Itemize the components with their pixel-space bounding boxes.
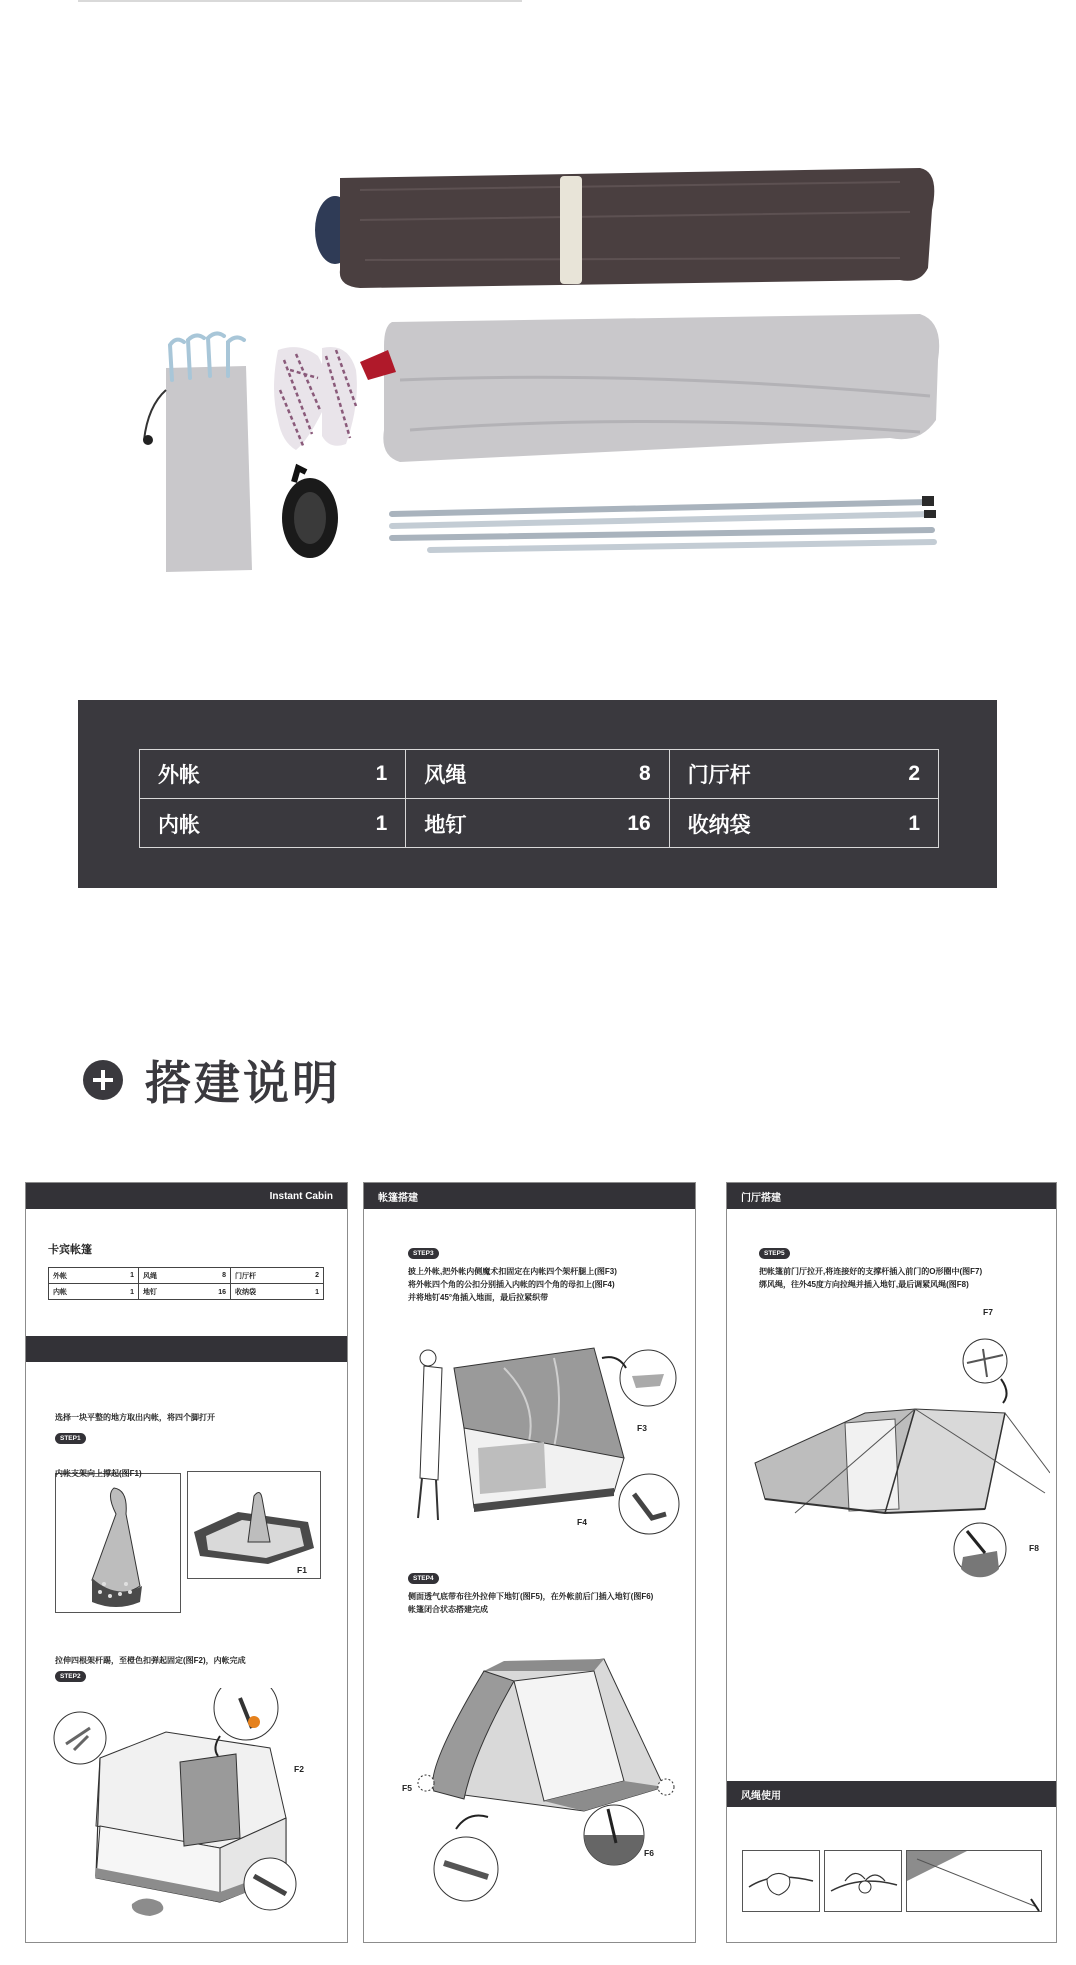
- section-heading: [83, 1050, 341, 1110]
- part-name: 外帐: [158, 764, 200, 787]
- part-qty: 1: [375, 811, 388, 835]
- card-divider-bar: [26, 1336, 347, 1362]
- step3-line: 披上外帐,把外帐内侧魔术扣固定在内帐四个架杆腿上(图F3): [408, 1267, 617, 1276]
- table-cell: [49, 1268, 139, 1283]
- card-header: [364, 1183, 695, 1209]
- part-qty: 16: [627, 811, 651, 835]
- table-cell: [140, 750, 406, 798]
- card-header-label: Instant Cabin: [269, 1190, 333, 1202]
- table-cell: [139, 1284, 231, 1300]
- step1-caption: 内帐支架向上撑起(图F1): [55, 1469, 142, 1478]
- part-name: 风绳: [424, 764, 467, 787]
- table-cell: [139, 1268, 231, 1283]
- closed-tent-illustration: [394, 1631, 684, 1931]
- figure-frame: [824, 1850, 902, 1912]
- inner-tent-frame-illustration: [40, 1688, 340, 1938]
- table-cell: [49, 1284, 139, 1300]
- part-qty: 2: [315, 1272, 319, 1279]
- step-badge: STEP4: [408, 1573, 439, 1584]
- part-qty: 2: [908, 762, 920, 785]
- guy-rope-bundle-image: [274, 347, 357, 450]
- table-cell: [406, 750, 669, 798]
- card-header: [727, 1183, 1056, 1209]
- card-header-label: 帐篷搭建: [378, 1192, 418, 1204]
- instruction-card-3: [726, 1182, 1057, 1943]
- part-qty: 1: [315, 1288, 319, 1296]
- parts-list-panel: [78, 700, 997, 888]
- table-row: [49, 1284, 323, 1300]
- figure-label: F3: [637, 1423, 647, 1433]
- card-header-label: 门厅搭建: [741, 1192, 781, 1204]
- outer-tent-roll-image: [315, 168, 934, 288]
- figure-label: F5: [402, 1783, 412, 1793]
- part-qty: 8: [638, 762, 651, 785]
- part-name: 外帐: [53, 1272, 67, 1280]
- figure-label: F6: [644, 1848, 654, 1858]
- table-cell: [406, 799, 669, 848]
- part-name: 收纳袋: [235, 1289, 256, 1296]
- plus-circle-icon: [83, 1060, 123, 1100]
- part-name: 内帐: [53, 1289, 67, 1296]
- inner-tent-raise-illustration: [56, 1474, 182, 1614]
- part-name: 地钉: [143, 1289, 157, 1296]
- table-row: [140, 799, 938, 848]
- step5-line: 把帐篷前门厅拉开,将连接好的支撑杆插入前门的O形圈中(图F7): [759, 1267, 983, 1276]
- part-qty: 1: [908, 811, 920, 835]
- inner-tent-roll-image: [360, 314, 939, 462]
- part-qty: 1: [375, 762, 388, 785]
- table-cell: [670, 750, 938, 798]
- rope-tie-step-1-illustration: [743, 1851, 821, 1913]
- card-header-label: 风绳使用: [741, 1790, 781, 1802]
- part-name: 门厅杆: [235, 1272, 256, 1280]
- part-name: 收纳袋: [687, 813, 751, 837]
- table-cell: [140, 799, 406, 848]
- step2-caption: 拉伸四根架杆踢，至橙色扣弹起固定(图F2)，内帐完成: [55, 1656, 246, 1665]
- part-name: 门厅杆: [687, 764, 751, 787]
- rope-tie-step-2-illustration: [825, 1851, 903, 1913]
- step-badge: STEP5: [759, 1248, 790, 1259]
- figure-label: F8: [1029, 1543, 1039, 1553]
- table-row: [49, 1268, 323, 1284]
- intro-text: 选择一块平整的地方取出内帐，将四个脚打开: [55, 1413, 215, 1422]
- part-name: 风绳: [143, 1272, 157, 1280]
- table-cell: [231, 1284, 323, 1300]
- part-qty: 16: [218, 1288, 226, 1296]
- step5-line: 绑风绳，往外45度方向拉绳并插入地钉,最后调紧风绳(图F8): [759, 1280, 969, 1289]
- section-title: 搭建说明: [145, 1057, 341, 1109]
- vestibule-poles-image: [392, 496, 936, 550]
- step4-line: 侧面透气底带布往外拉伸下地钉(图F5)，在外帐前后门插入地钉(图F6): [408, 1592, 654, 1601]
- stake-bag-image: [143, 333, 252, 572]
- parts-table: [139, 749, 939, 848]
- figure-frame: [187, 1471, 321, 1579]
- figure-frame: [906, 1850, 1042, 1912]
- vestibule-setup-illustration: [735, 1313, 1050, 1583]
- step-badge: STEP1: [55, 1433, 86, 1444]
- step-badge: STEP3: [408, 1248, 439, 1259]
- step3-line: 并将地钉45°角插入地面，最后拉紧织带: [408, 1293, 549, 1302]
- figure-label: F2: [294, 1764, 304, 1774]
- card-header: [727, 1781, 1056, 1807]
- inner-tent-folded-illustration: [188, 1472, 322, 1580]
- figure-label: F4: [577, 1517, 587, 1527]
- outer-fly-install-illustration: [404, 1328, 694, 1558]
- tension-strap-image: [282, 468, 338, 558]
- table-cell: [670, 799, 938, 848]
- part-qty: 8: [222, 1272, 226, 1279]
- figure-frame: [55, 1473, 181, 1613]
- step4-line: 帐篷闭合状态搭建完成: [408, 1605, 488, 1614]
- card-header: [26, 1183, 347, 1209]
- figure-label: F7: [983, 1307, 993, 1317]
- product-name: 卡宾帐篷: [48, 1244, 92, 1256]
- part-qty: 1: [130, 1288, 134, 1296]
- mini-parts-table: [48, 1267, 324, 1300]
- step3-line: 将外帐四个角的公扣分别插入内帐的四个角的母扣上(图F4): [408, 1280, 615, 1289]
- figure-frame: [742, 1850, 820, 1912]
- table-row: [140, 750, 938, 799]
- part-name: 地钉: [424, 813, 467, 837]
- rope-anchor-illustration: [907, 1851, 1043, 1913]
- part-name: 内帐: [158, 813, 200, 837]
- figure-label: F1: [297, 1565, 307, 1575]
- table-cell: [231, 1268, 323, 1283]
- step-badge: STEP2: [55, 1671, 86, 1682]
- top-divider: [78, 0, 522, 2]
- instruction-card-2: [363, 1182, 696, 1943]
- instruction-card-1: [25, 1182, 348, 1943]
- product-components-photo: [0, 150, 1076, 590]
- part-qty: 1: [130, 1272, 134, 1279]
